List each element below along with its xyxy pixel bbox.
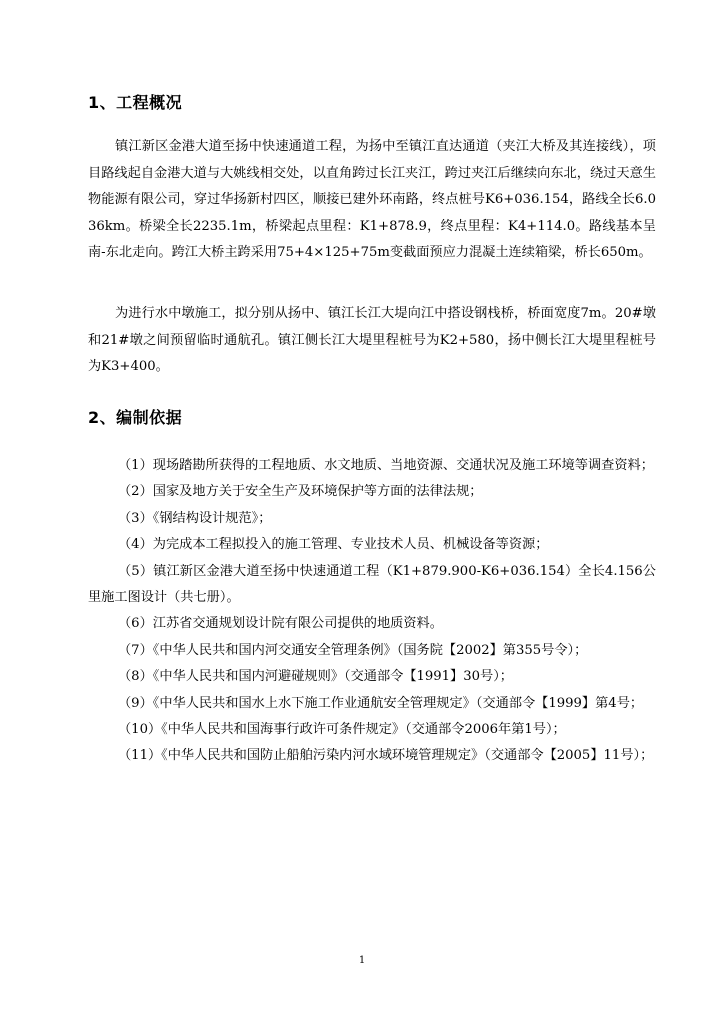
basis-item: （7）《中华人民共和国内河交通安全管理条例》（国务院【2002】第355号令）； xyxy=(118,642,588,658)
basis-item: （11）《中华人民共和国防止船舶污染内河水域环境管理规定》（交通部令【2005】11号）； xyxy=(118,748,654,764)
basis-list xyxy=(88,453,656,770)
basis-item: （10）《中华人民共和国海事行政许可条件规定》（交通部令2006年第1号）； xyxy=(118,722,566,738)
paragraph-construction-plan: 为进行水中墩施工，拟分别从扬中、镇江长江大堤向江中搭设钢栈桥，桥面宽度7m。20#墩和21#墩之间预留临时通航孔。镇江侧长江大堤里程桩号为K2+580，扬中侧长江大堤里程桩号为K3+400。 xyxy=(88,306,656,375)
basis-item: （8）《中华人民共和国内河避碰规则》（交通部令【1991】30号）； xyxy=(118,669,513,685)
basis-item: （2）国家及地方关于安全生产及环境保护等方面的法律法规； xyxy=(118,484,483,500)
basis-item: （3）《钢结构设计规范》； xyxy=(118,510,272,526)
basis-item: （5）镇江新区金港大道至扬中快速通道工程（K1+879.900-K6+036.154）全长4.156公里施工图设计（共七册）。 xyxy=(88,563,656,606)
section-heading-basis: 2、编制依据 xyxy=(88,408,183,427)
basis-item: （4）为完成本工程拟投入的施工管理、专业技术人员、机械设备等资源； xyxy=(118,537,549,553)
paragraph-project-description: 镇江新区金港大道至扬中快速通道工程，为扬中至镇江直达通道（夹江大桥及其连接线），项目路线起自金港大道与大姚线相交处，以直角跨过长江夹江，跨过夹江后继续向东北，绕过天意生物能源有限公司，穿过华扬新村四区，顺接已建外环南路，终点桩号K6+036.154，路线全长6.036km。桥梁全长2235.1m，桥梁起点里程：K1+878.9，终点里程：K4+114.0。路线基本呈南-东北走向。跨江大桥主跨采用75+4×125+75m变截面预应力混凝土连续箱梁，桥长650m。 xyxy=(88,139,656,261)
basis-item: （1）现场踏勘所获得的工程地质、水文地质、当地资源、交通状况及施工环境等调查资料； xyxy=(118,458,654,473)
basis-item: （9）《中华人民共和国水上水下施工作业通航安全管理规定》（交通部令【1999】第4号； xyxy=(118,695,644,711)
section-heading-project-overview: 1、工程概况 xyxy=(88,93,183,112)
basis-item: （6）江苏省交通规划设计院有限公司提供的地质资料。 xyxy=(118,616,443,632)
page-number: 1 xyxy=(358,955,366,966)
